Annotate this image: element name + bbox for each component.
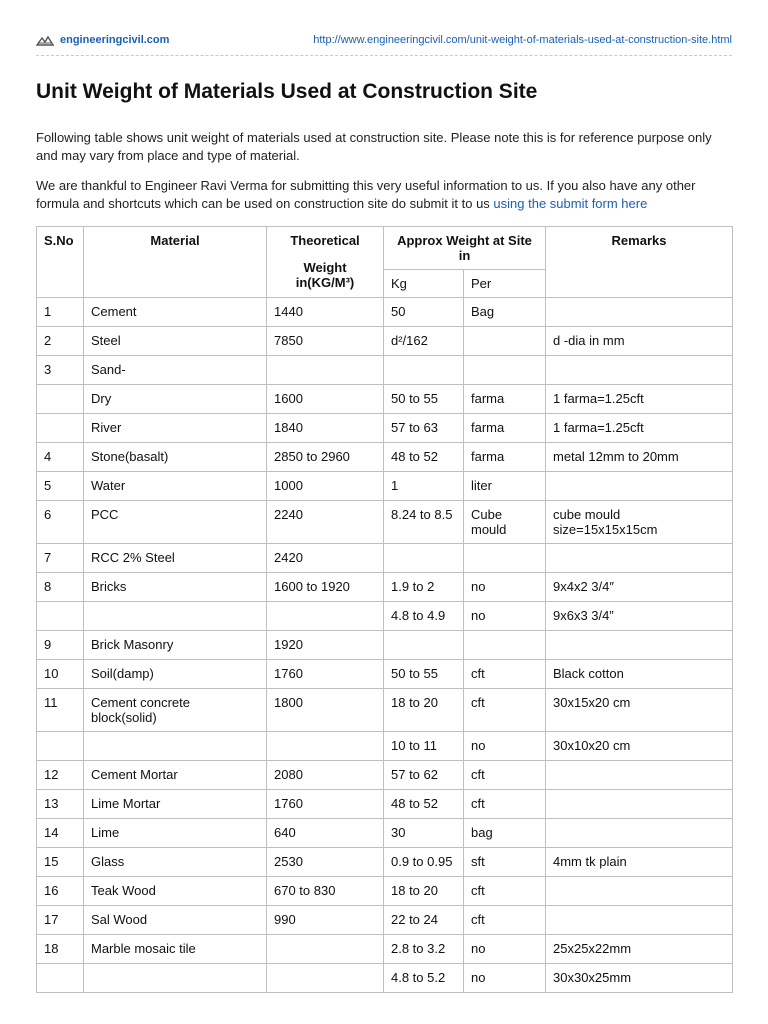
cell-theo: 640 [267,819,384,848]
table-row [37,790,733,819]
page-title: Unit Weight of Materials Used at Construction Site [36,80,538,103]
cell-per: no [464,732,546,761]
cell-remarks [546,761,733,790]
cell-per: Cube mould [464,501,546,544]
cell-material: Marble mosaic tile [84,935,267,964]
cell-kg [384,544,464,573]
table-row [37,414,733,443]
cell-remarks: 30x30x25mm [546,964,733,993]
cell-sno: 4 [37,443,84,472]
cell-sno: 16 [37,877,84,906]
table-row [37,848,733,877]
site-name-link[interactable]: engineeringcivil.com [60,34,170,46]
cell-remarks [546,544,733,573]
cell-remarks: 30x10x20 cm [546,732,733,761]
cell-per: bag [464,819,546,848]
table-row [37,385,733,414]
cell-per: farma [464,443,546,472]
cell-theo [267,964,384,993]
cell-remarks [546,298,733,327]
cell-remarks [546,631,733,660]
cell-per [464,356,546,385]
cell-material: Dry [84,385,267,414]
cell-remarks: d -dia in mm [546,327,733,356]
cell-kg: 18 to 20 [384,689,464,732]
cell-kg: 57 to 62 [384,761,464,790]
table-row [37,761,733,790]
cell-material: Soil(damp) [84,660,267,689]
cell-theo: 1920 [267,631,384,660]
table-row [37,819,733,848]
cell-sno: 17 [37,906,84,935]
table-row [37,573,733,602]
cell-per: cft [464,689,546,732]
cell-per: no [464,602,546,631]
cell-kg: 57 to 63 [384,414,464,443]
cell-kg: 48 to 52 [384,790,464,819]
cell-theo: 2080 [267,761,384,790]
cell-kg: 48 to 52 [384,443,464,472]
cell-theo [267,935,384,964]
header-divider [36,55,732,56]
cell-sno: 5 [37,472,84,501]
table-row [37,964,733,993]
cell-sno [37,602,84,631]
table-row [37,327,733,356]
cell-theo: 2530 [267,848,384,877]
table-row [37,906,733,935]
cell-sno: 10 [37,660,84,689]
cell-material: Cement [84,298,267,327]
cell-kg: 0.9 to 0.95 [384,848,464,877]
cell-sno: 2 [37,327,84,356]
cell-material: Teak Wood [84,877,267,906]
cell-per: cft [464,761,546,790]
cell-remarks [546,356,733,385]
header-sno: S.No [37,227,84,298]
cell-remarks: 4mm tk plain [546,848,733,877]
cell-kg: 10 to 11 [384,732,464,761]
cell-kg: 2.8 to 3.2 [384,935,464,964]
cell-sno: 18 [37,935,84,964]
cell-remarks [546,906,733,935]
cell-theo: 2240 [267,501,384,544]
table-row [37,356,733,385]
cell-remarks [546,790,733,819]
cell-material: Cement concrete block(solid) [84,689,267,732]
cell-sno: 12 [37,761,84,790]
cell-per: cft [464,906,546,935]
cell-remarks: 9x6x3 3/4” [546,602,733,631]
table-header-row [37,227,733,270]
cell-kg: 50 [384,298,464,327]
cell-remarks [546,819,733,848]
table-row [37,472,733,501]
cell-sno: 15 [37,848,84,877]
cell-sno [37,385,84,414]
cell-theo: 1600 to 1920 [267,573,384,602]
cell-sno: 6 [37,501,84,544]
table-row [37,660,733,689]
thanks-paragraph [36,177,736,213]
cell-per: no [464,964,546,993]
cell-theo: 1760 [267,790,384,819]
cell-material [84,602,267,631]
site-logo-icon [36,35,54,47]
cell-theo: 7850 [267,327,384,356]
cell-material: Sand- [84,356,267,385]
cell-remarks: Black cotton [546,660,733,689]
cell-remarks: metal 12mm to 20mm [546,443,733,472]
cell-per: cft [464,660,546,689]
cell-kg: 4.8 to 4.9 [384,602,464,631]
cell-sno: 9 [37,631,84,660]
cell-sno: 3 [37,356,84,385]
cell-kg: 1 [384,472,464,501]
cell-kg: 1.9 to 2 [384,573,464,602]
cell-theo: 1800 [267,689,384,732]
table-row [37,602,733,631]
submit-form-link[interactable]: using the submit form here [493,196,648,211]
cell-remarks: 1 farma=1.25cft [546,414,733,443]
header-remarks: Remarks [546,227,733,298]
table-row [37,501,733,544]
cell-theo [267,732,384,761]
cell-per [464,631,546,660]
header-material: Material [84,227,267,298]
cell-per: no [464,935,546,964]
table-row [37,544,733,573]
cell-per [464,544,546,573]
cell-sno: 1 [37,298,84,327]
cell-material: Sal Wood [84,906,267,935]
cell-theo [267,602,384,631]
intro-paragraph: Following table shows unit weight of materials used at construction site. Please note this is for reference purpose only and may vary from place and type of material. [36,130,712,163]
cell-per: Bag [464,298,546,327]
cell-per: no [464,573,546,602]
header-per: Per [464,270,546,298]
cell-material: Stone(basalt) [84,443,267,472]
cell-per: cft [464,877,546,906]
cell-theo: 670 to 830 [267,877,384,906]
cell-material: Glass [84,848,267,877]
table-row [37,298,733,327]
cell-kg: 8.24 to 8.5 [384,501,464,544]
cell-material: Brick Masonry [84,631,267,660]
cell-theo: 1440 [267,298,384,327]
cell-material: Water [84,472,267,501]
cell-kg: 22 to 24 [384,906,464,935]
cell-sno [37,964,84,993]
cell-sno: 13 [37,790,84,819]
cell-kg: 50 to 55 [384,660,464,689]
cell-remarks: 9x4x2 3/4″ [546,573,733,602]
cell-kg: 30 [384,819,464,848]
cell-per [464,327,546,356]
cell-sno: 7 [37,544,84,573]
cell-remarks [546,472,733,501]
cell-material [84,964,267,993]
cell-theo: 1760 [267,660,384,689]
cell-material: PCC [84,501,267,544]
table-row [37,443,733,472]
cell-sno [37,732,84,761]
table-row [37,877,733,906]
cell-kg [384,356,464,385]
cell-per: farma [464,414,546,443]
header-kg: Kg [384,270,464,298]
table-row [37,935,733,964]
cell-theo: 1840 [267,414,384,443]
header-theoretical [267,227,384,298]
page-header [36,33,732,51]
page-url-link[interactable]: http://www.engineeringcivil.com/unit-weight-of-materials-used-at-construction-site.html [313,34,732,46]
cell-material: Bricks [84,573,267,602]
thanks-text: We are thankful to Engineer Ravi Verma for submitting this very useful information to us. If you also have any other formula and shortcuts which can be used on construction site do submit it to us [36,178,696,211]
cell-per: cft [464,790,546,819]
header-weight-label: Weight in(KG/M³) [295,260,355,290]
table-row [37,732,733,761]
cell-theo [267,356,384,385]
cell-theo: 2850 to 2960 [267,443,384,472]
table-row [37,689,733,732]
cell-material: Cement Mortar [84,761,267,790]
cell-per: sft [464,848,546,877]
cell-material: Lime Mortar [84,790,267,819]
table-body [37,298,733,993]
cell-material: River [84,414,267,443]
cell-material [84,732,267,761]
cell-kg [384,631,464,660]
cell-kg: 4.8 to 5.2 [384,964,464,993]
cell-theo: 2420 [267,544,384,573]
cell-material: RCC 2% Steel [84,544,267,573]
cell-sno: 8 [37,573,84,602]
cell-material: Lime [84,819,267,848]
header-theoretical-label: Theoretical [290,233,360,248]
cell-theo: 990 [267,906,384,935]
cell-kg: 50 to 55 [384,385,464,414]
cell-theo: 1600 [267,385,384,414]
cell-sno: 11 [37,689,84,732]
cell-sno: 14 [37,819,84,848]
cell-theo: 1000 [267,472,384,501]
cell-per: liter [464,472,546,501]
cell-kg: 18 to 20 [384,877,464,906]
unit-weight-table [36,226,733,993]
cell-per: farma [464,385,546,414]
cell-sno [37,414,84,443]
header-approx: Approx Weight at Site in [384,227,546,270]
cell-remarks: 25x25x22mm [546,935,733,964]
cell-remarks: 1 farma=1.25cft [546,385,733,414]
table-row [37,631,733,660]
cell-kg: d²/162 [384,327,464,356]
cell-remarks: 30x15x20 cm [546,689,733,732]
cell-remarks [546,877,733,906]
cell-material: Steel [84,327,267,356]
cell-remarks: cube mould size=15x15x15cm [546,501,733,544]
